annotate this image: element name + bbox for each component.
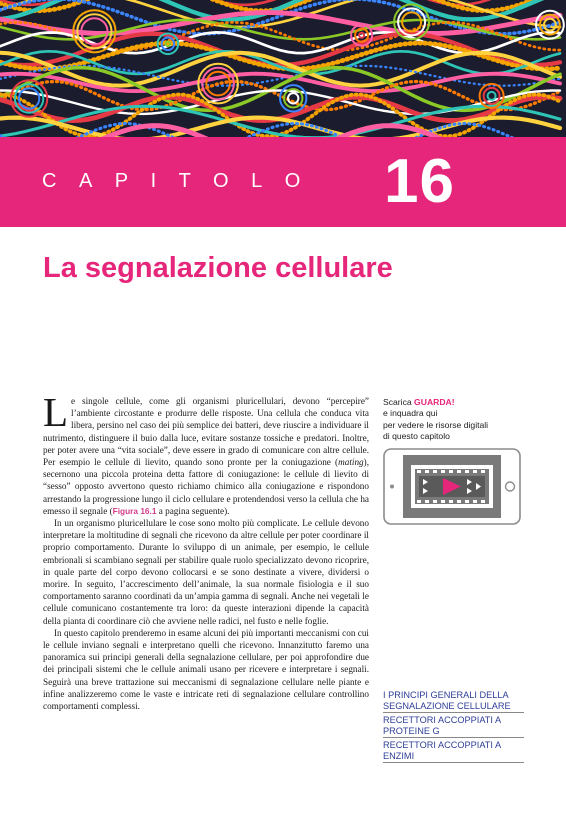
chapter-contents — [383, 690, 524, 765]
download-text: di questo capitolo — [383, 430, 450, 441]
chapter-title: La segnalazione cellulare — [43, 252, 393, 284]
chapter-number: 16 — [384, 147, 455, 216]
paragraph-text: a pagina seguente). — [156, 505, 230, 516]
download-note — [383, 397, 523, 442]
toc-item[interactable]: I PRINCIPI GENERALI DELLA SEGNALAZIONE CELLULARE — [383, 690, 524, 713]
tablet-video-icon[interactable] — [383, 448, 521, 525]
drop-cap: L — [43, 389, 69, 435]
paragraph-text: ), secernono una piccola proteina detta fattore di coniugazione: le cellule di lievito di “sesso” opposto avvertono questo richiamo chimico alla coniugazione e rispondono arrestando la progressione lungo il ciclo cellulare e protendendosi verso la cellula che ha emesso il segnale ( — [43, 457, 369, 516]
toc-item[interactable]: RECETTORI ACCOPPIATI A ENZIMI — [383, 740, 524, 763]
app-name: GUARDA! — [414, 397, 455, 407]
download-text: e inquadra qui — [383, 408, 438, 419]
download-text: per vedere le risorse digitali — [383, 419, 489, 430]
download-text: Scarica — [383, 397, 415, 407]
chapter-banner-artwork — [0, 0, 566, 137]
italic-term: mating — [338, 457, 364, 468]
body-text — [43, 389, 369, 712]
figure-reference-link[interactable]: Figura 16.1 — [112, 505, 157, 516]
toc-item[interactable]: RECETTORI ACCOPPIATI A PROTEINE G — [383, 715, 524, 738]
paragraph: In un organismo pluricellulare le cose sono molto più complicate. Le cellule devono interpretare la moltitudine di segnali che ricevono da altre cellule per poter coordinare il proprio comportamento. Durante lo sviluppo di un animale, per esempio, le cellule embrionali si scambiano segnali per stabilire quale ruolo specializzato devono ricoprire, in quale parte del corpo devono collocarsi e se sono destinate a vivere, dividersi o morire. In seguito, l’accrescimento dell’animale, la sua normale fisiologia e il suo comportamento saranno coordinati da un’ampia gamma di segnali. Anche nei vegetali le cellule comunicano costantemente tra loro: da queste interazioni dipende la capacità della pianta di coordinare ciò che avviene nelle radici, nel fusto e nelle foglie. — [43, 518, 369, 626]
paragraph — [43, 389, 369, 517]
paragraph-text: e singole cellule, come gli organismi pluricellulari, devono “percepire” l’ambiente circostante e produrre delle risposte. Una cellula che conduca vita libera, persino nel caso dei più semplice dei batteri, deve riuscire a individuare il nutrimento, distinguere il buio dalla luce, evitare sostanze tossiche e predatori. Inoltre, per poter avere una “vita sociale”, deve essere in grado di comunicare con altre cellule. Per esempio le cellule di lievito, quando sono pronte per la coniugazione ( — [43, 396, 369, 468]
paragraph: In questo capitolo prenderemo in esame alcuni dei più importanti meccanismi con cui le cellule inviano segnali e interpretano quelli che ricevono. Innanzitutto faremo una panoramica sui principi generali della segnalazione cellulare, per poi approfondire due dei principali sistemi che le cellule animali usano per ricevere e interpretare i segnali. Seguirà una breve trattazione sui meccanismi di segnalazione cellulare nelle piante e infine analizzeremo come le vaste e intricate reti di segnalazione cellulare controllino comportamenti complessi. — [43, 627, 369, 712]
chapter-label: CAPITOLO — [42, 170, 323, 192]
